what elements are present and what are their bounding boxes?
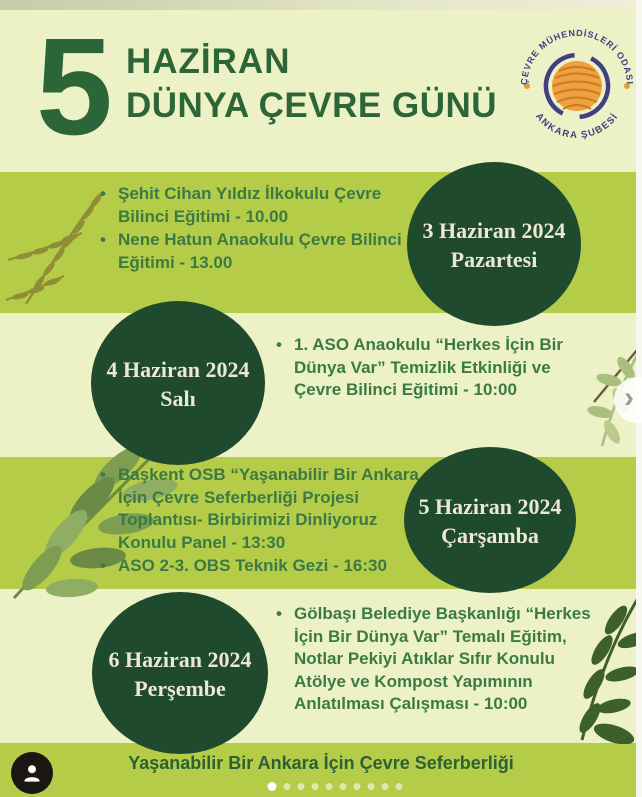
schedule-item: • Gölbaşı Belediye Başkanlığı “Herkes İçin Bir Dünya Var” Temalı Eğitim, Notlar Pekiyi Atıklar Sıfır Konulu Atölye ve Kompost Yapımının Anlatılması Çalışması - 10:00: [276, 603, 598, 716]
weekday-text: Pazartesi: [450, 246, 538, 272]
poster-title-line1: HAZİRAN: [126, 42, 291, 81]
schedule-item: • Başkent OSB “Yaşanabilir Bir Ankara İçin Çevre Seferberliği Projesi Toplantısı- Birbirimizi Dinliyoruz Konulu Panel - 13:30: [100, 464, 430, 554]
weekday-text: Perşembe: [134, 675, 226, 701]
carousel-dot: [326, 783, 333, 790]
carousel-dot: [368, 783, 375, 790]
logo-arc-top-text: ÇEVRE MÜHENDİSLERİ ODASI: [518, 27, 636, 86]
schedule-item: • Nene Hatun Anaokulu Çevre Bilinci Eğitimi - 13.00: [100, 229, 426, 274]
weekday-text: Salı: [160, 385, 196, 411]
chamber-logo: [517, 26, 637, 146]
carousel-dot: [396, 783, 403, 790]
carousel-dot: [382, 783, 389, 790]
person-icon: [20, 761, 44, 785]
logo-arc-bottom-text: ANKARA ŞUBESİ: [533, 111, 621, 142]
date-text: 5 Haziran 2024: [418, 493, 562, 519]
date-text: 6 Haziran 2024: [108, 646, 252, 672]
poster-title-line2: DÜNYA ÇEVRE GÜNÜ: [126, 86, 498, 125]
photo-top-edge: [0, 0, 642, 10]
footer-slogan: Yaşanabilir Bir Ankara İçin Çevre Seferberliği: [128, 753, 514, 773]
schedule-list-thursday: [276, 603, 598, 717]
schedule-item: • 1. ASO Anaokulu “Herkes İçin Bir Dünya Var” Temizlik Etkinliği ve Çevre Bilinci Eğitimi - 10:00: [276, 334, 602, 402]
schedule-item: • Şehit Cihan Yıldız İlkokulu Çevre Bilinci Eğitimi - 10.00: [100, 183, 426, 228]
globe-icon: [552, 61, 602, 111]
profile-avatar[interactable]: [11, 752, 53, 794]
carousel-dots: [268, 782, 403, 791]
date-text: 3 Haziran 2024: [422, 217, 566, 243]
day-number: 5: [36, 10, 109, 164]
carousel-dot: [284, 783, 291, 790]
date-circle-monday: [407, 162, 581, 326]
schedule-list-monday: [100, 183, 426, 275]
carousel-dot: [268, 782, 277, 791]
chevron-right-icon: ›: [624, 381, 634, 414]
date-circle-tuesday: [91, 301, 265, 465]
carousel-dot: [340, 783, 347, 790]
carousel-dot: [312, 783, 319, 790]
svg-text:ANKARA ŞUBESİ: [533, 111, 621, 141]
carousel-dot: [298, 783, 305, 790]
schedule-list-wednesday: [100, 464, 430, 579]
schedule-item: • ASO 2-3. OBS Teknik Gezi - 16:30: [100, 555, 430, 578]
weekday-text: Çarşamba: [441, 522, 539, 548]
schedule-list-tuesday: [276, 334, 602, 403]
date-circle-thursday: [92, 592, 268, 754]
carousel-dot: [354, 783, 361, 790]
date-text: 4 Haziran 2024: [106, 356, 250, 382]
